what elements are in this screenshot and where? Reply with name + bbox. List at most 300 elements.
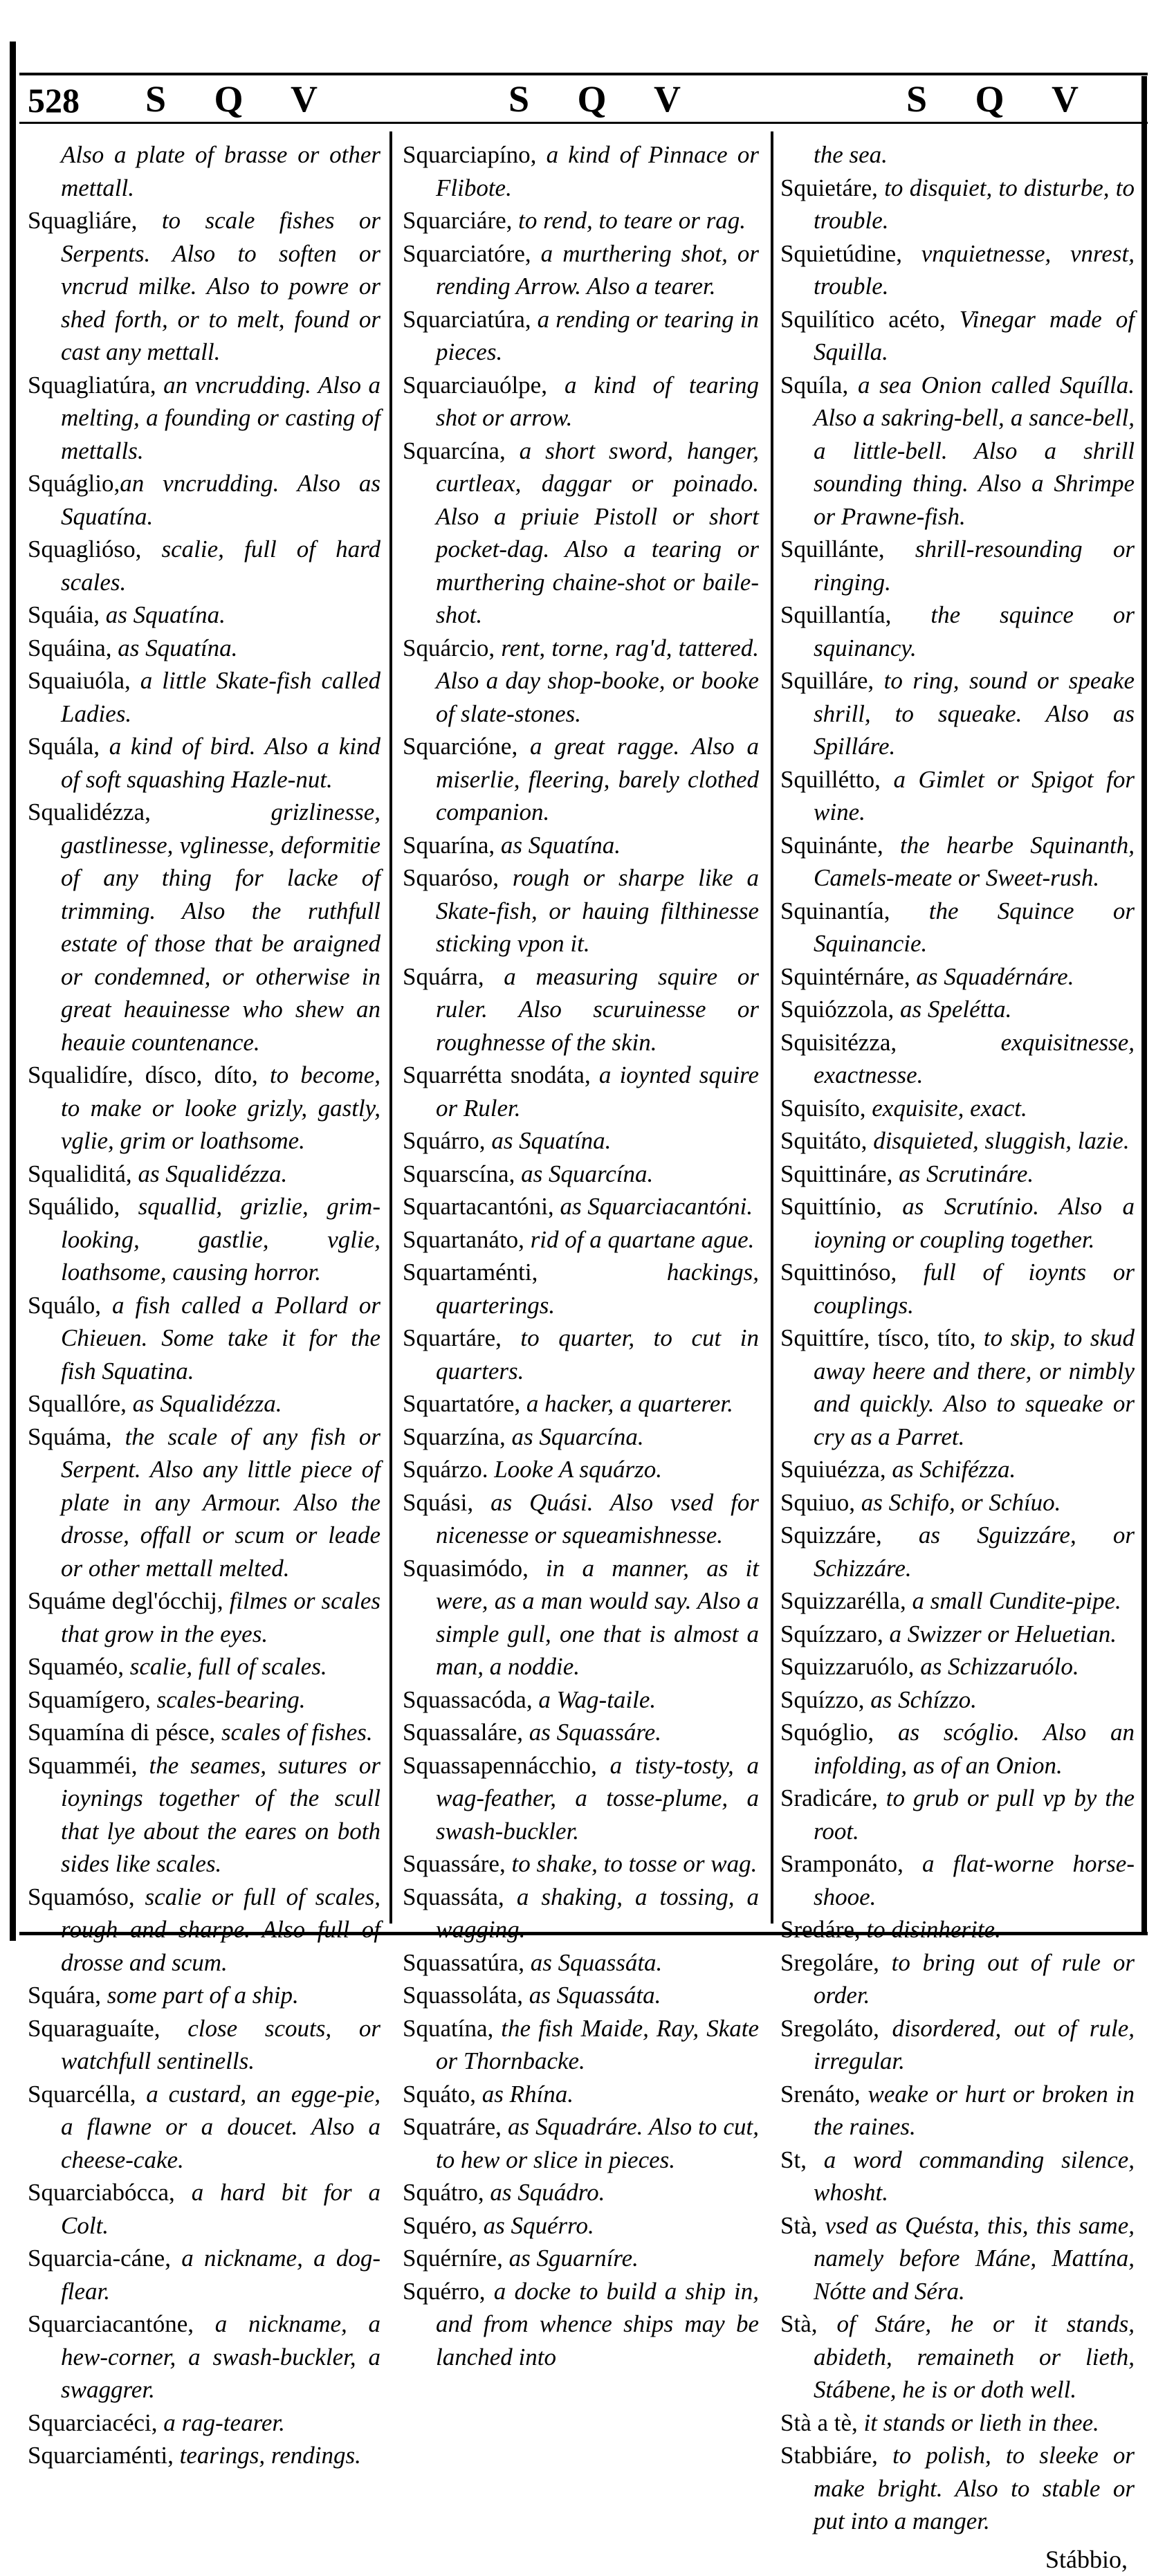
headword: Squarcia-cáne, [28, 2245, 171, 2272]
headword: Squartaménti, [403, 1259, 538, 1286]
definition: filmes or scales that grow in the eyes. [61, 1587, 380, 1647]
definition: as Scrutináre. [892, 1160, 1034, 1187]
definition: to polish, to sleeke or make bright. Also to stable or put into a manger. [814, 2442, 1135, 2534]
definition: as Squassáta. [523, 1982, 661, 2009]
definition: rid of a quartane ague. [524, 1226, 754, 1253]
definition: as Squérro. [477, 2212, 594, 2239]
headword: Squízzo, [780, 1686, 865, 1713]
dictionary-entry [780, 1026, 1135, 1092]
definition: the squince or squinancy. [814, 601, 1135, 661]
dictionary-entry [403, 204, 759, 237]
headword: Squóglio, [780, 1719, 874, 1746]
dictionary-entry [403, 1749, 759, 1848]
dictionary-entry [403, 1946, 759, 1980]
definition: as Squadráre. Also to cut, to hew or slice in pieces. [436, 2113, 759, 2173]
dictionary-entry [28, 533, 380, 599]
dictionary-entry [28, 1059, 380, 1158]
dictionary-entry [28, 2176, 380, 2242]
headword: Squarciauólpe, [403, 372, 547, 399]
headword: Stà, [780, 2212, 817, 2239]
headword: Squálo, [28, 1292, 101, 1319]
dictionary-entry [28, 369, 380, 468]
definition: disquieted, sluggish, lazie. [867, 1127, 1129, 1154]
dictionary-column-2 [403, 138, 759, 2373]
headword: Squamóso, [28, 1883, 135, 1910]
definition: tearings, rendings. [174, 2442, 361, 2469]
headword: Squizzarélla, [780, 1587, 906, 1614]
definition: as Squatína. [486, 1127, 612, 1154]
dictionary-entry [28, 632, 380, 665]
dictionary-entry [28, 1289, 380, 1388]
dictionary-entry [780, 237, 1135, 303]
headword: Squagliáre, [28, 207, 137, 234]
dictionary-entry [403, 2275, 759, 2374]
definition: a kind of tearing shot or arrow. [436, 372, 759, 432]
headword: Squarína, [403, 832, 495, 859]
definition: full of ioynts or couplings. [814, 1259, 1135, 1319]
dictionary-entry [780, 1618, 1135, 1651]
definition: as Quási. Also vsed for nicenesse or squeamishnesse. [436, 1489, 759, 1549]
headword: Squarscína, [403, 1160, 515, 1187]
definition: to grub or pull vp by the root. [814, 1784, 1135, 1845]
headword: Squarciatóre, [403, 240, 531, 267]
dictionary-entry [403, 829, 759, 862]
definition: a rending or tearing in pieces. [436, 306, 759, 366]
headword: Squálido, [28, 1193, 120, 1220]
dictionary-entry [780, 1782, 1135, 1847]
headword: Squinantía, [780, 897, 890, 924]
headword: Squizzáre, [780, 1522, 882, 1549]
definition: to disinherite. [861, 1916, 1001, 1943]
definition: as Squadérnáre. [910, 963, 1074, 990]
dictionary-entry [28, 664, 380, 730]
definition: to shake, to tosse or wag. [506, 1850, 758, 1877]
dictionary-entry [403, 1847, 759, 1881]
dictionary-column-3 [780, 138, 1135, 2576]
headword: Squaliditá, [28, 1160, 132, 1187]
definition: an vncrudding. Also as Squatína. [61, 470, 380, 530]
definition: rough or sharpe like a Skate-fish, or hauing filthinesse sticking vpon it. [436, 864, 759, 957]
headword: Squáina, [28, 634, 112, 661]
headword: Squisitézza, [780, 1029, 897, 1056]
definition: as Scrutínio. Also a ioyning or coupling together. [814, 1193, 1135, 1253]
headword: Squérro, [403, 2278, 486, 2305]
dictionary-entry [780, 1519, 1135, 1584]
definition: scalie, full of hard scales. [61, 536, 380, 596]
headword: Squittinóso, [780, 1259, 897, 1286]
dictionary-entry [780, 763, 1135, 829]
dictionary-entry [780, 533, 1135, 599]
headword: Squassatúra, [403, 1949, 524, 1976]
dictionary-entry [28, 1421, 380, 1585]
headword: Squaraguaíte, [28, 2015, 160, 2042]
definition: the seames, sutures or ioynings together of the scull that lye about the eares on both sides like scales. [61, 1752, 380, 1878]
headword: Squáto, [403, 2081, 476, 2108]
headword: Squintérnáre, [780, 963, 910, 990]
headword: Squalidíre, dísco, díto, [28, 1061, 258, 1088]
headword: Squáglio, [28, 470, 120, 497]
dictionary-entry [780, 2308, 1135, 2406]
definition: as Squalidézza. [127, 1390, 282, 1417]
definition: a Wag-taile. [533, 1686, 657, 1713]
definition: as Squalidézza. [132, 1160, 288, 1187]
dictionary-entry [28, 599, 380, 632]
definition: to disquiet, to disturbe, to trouble. [814, 174, 1135, 235]
dictionary-entry [403, 1716, 759, 1749]
running-head: S Q V [906, 77, 1098, 120]
dictionary-entry [780, 172, 1135, 237]
column-divider [389, 131, 392, 1924]
headword: Squamína di pésce, [28, 1719, 215, 1746]
definition: as Sguizzáre, or Schizzáre. [814, 1522, 1135, 1582]
dictionary-entry [403, 2110, 759, 2176]
headword: Squási, [403, 1489, 473, 1516]
dictionary-entry [403, 1552, 759, 1683]
headword: Squíla, [780, 372, 848, 399]
definition: as Schízzo. [865, 1686, 977, 1713]
definition: hackings, quarterings. [436, 1259, 759, 1319]
definition: a tisty-tosty, a wag-feather, a tosse-plume, a swash-buckler. [436, 1752, 759, 1845]
headword: Sregoláto, [780, 2015, 879, 2042]
definition: to become, to make or looke grizly, gastly, vglie, grim or loathsome. [61, 1061, 380, 1154]
headword: Squartáre, [403, 1324, 502, 1351]
definition: to scale fishes or Serpents. Also to soften or vncrud milke. Also to powre or shed forth, or to melt, found or cast any mettall. [61, 207, 380, 365]
headword: Squartanáto, [403, 1226, 524, 1253]
definition: as Schifézza. [886, 1456, 1016, 1483]
definition: of Stáre, he or it stands, abideth, remaineth or lieth, Stábene, he is or doth well. [814, 2310, 1135, 2403]
definition: a murthering shot, or rending Arrow. Also a tearer. [436, 240, 759, 300]
definition: a kind of bird. Also a kind of soft squashing Hazle-nut. [61, 733, 380, 793]
dictionary-entry [780, 993, 1135, 1026]
dictionary-entry [28, 1979, 380, 2012]
dictionary-entry [780, 960, 1135, 994]
headword: Squilláre, [780, 667, 874, 694]
dictionary-entry [403, 960, 759, 1059]
headword: Squassoláta, [403, 1982, 523, 2009]
dictionary-entry [780, 1716, 1135, 1782]
headword: Squietáre, [780, 174, 878, 201]
dictionary-entry [403, 2078, 759, 2111]
headword: Squarciacantóne, [28, 2310, 194, 2337]
definition: a hacker, a quarterer. [520, 1390, 733, 1417]
definition: a measuring squire or ruler. Also scuruinesse or roughnesse of the skin. [436, 963, 759, 1056]
headword: Stà a tè, [780, 2409, 858, 2436]
dictionary-entry [403, 1421, 759, 1454]
dictionary-entry [780, 599, 1135, 664]
headword: Squarcélla, [28, 2081, 136, 2108]
column-divider [771, 131, 773, 1924]
headword: Squiuézza, [780, 1456, 886, 1483]
dictionary-entry [403, 237, 759, 303]
headword: Squasimódo, [403, 1555, 529, 1582]
definition: to ring, sound or speake shrill, to squeake. Also as Spilláre. [814, 667, 1135, 760]
dictionary-entry [780, 895, 1135, 960]
definition: as scóglio. Also an infolding, as of an Onion. [814, 1719, 1135, 1779]
dictionary-entry [403, 1190, 759, 1223]
headword: Squarciacéci, [28, 2409, 158, 2436]
catchword: Stábbio, [780, 2543, 1135, 2576]
headword: Squátro, [403, 2179, 484, 2206]
definition: as Squassáta. [524, 1949, 662, 1976]
definition: the hearbe Squinanth, Camels-meate or Sweet-rush. [814, 832, 1135, 892]
headword: Squaglióso, [28, 536, 141, 563]
dictionary-entry [403, 632, 759, 731]
headword: Srenáto, [780, 2081, 861, 2108]
dictionary-entry [28, 1650, 380, 1683]
definition: a kind of Pinnace or Flibote. [436, 141, 759, 201]
page-border-right [1141, 76, 1147, 1934]
dictionary-entry [780, 1913, 1135, 1946]
headword: Squarrétta snodáta, [403, 1061, 591, 1088]
dictionary-entry [403, 369, 759, 435]
headword: Squarciabócca, [28, 2179, 175, 2206]
definition: as Schizzaruólo. [914, 1653, 1079, 1680]
definition: the sea. [814, 141, 888, 168]
definition: a custard, an egge-pie, a flawne or a doucet. Also a cheese-cake. [61, 2081, 380, 2173]
dictionary-entry [28, 1749, 380, 1881]
definition: scales-bearing. [151, 1686, 306, 1713]
definition: a docke to build a ship in, and from whence ships may be lanched into [436, 2278, 759, 2371]
dictionary-entry [28, 2242, 380, 2308]
definition: weake or hurt or broken in the raines. [814, 2081, 1135, 2141]
dictionary-entry [780, 1190, 1135, 1256]
dictionary-entry [403, 1387, 759, 1421]
dictionary-entry [28, 2406, 380, 2440]
dictionary-entry [780, 1584, 1135, 1618]
dictionary-entry [28, 1387, 380, 1421]
definition: a little Skate-fish called Ladies. [61, 667, 380, 727]
dictionary-entry [403, 2176, 759, 2209]
headword: Squarciáre, [403, 207, 512, 234]
definition: Looke A squárzo. [488, 1456, 662, 1483]
headword: Squárro, [403, 1127, 486, 1154]
headword: Squartatóre, [403, 1390, 520, 1417]
headword: St, [780, 2146, 807, 2173]
definition: as Squádro. [484, 2179, 605, 2206]
headword: Sredáre, [780, 1916, 861, 1943]
definition: as Sguarníre. [503, 2245, 639, 2272]
headword: Squárcio, [403, 634, 495, 661]
dictionary-entry [403, 435, 759, 632]
headword: Squarzína, [403, 1423, 506, 1450]
headword: Squassáta, [403, 1883, 504, 1910]
page-border-left [10, 42, 16, 1941]
headword: Squérníre, [403, 2245, 503, 2272]
definition: scalie, full of scales. [124, 1653, 327, 1680]
headword: Squára, [28, 1982, 101, 2009]
dictionary-entry [403, 1059, 759, 1124]
definition: close scouts, or watchfull sentinells. [61, 2015, 380, 2075]
definition: as Squarcína. [506, 1423, 644, 1450]
dictionary-entry [403, 1256, 759, 1322]
definition: the fish Maide, Ray, Skate or Thornbacke. [436, 2015, 759, 2075]
headword: Squinánte, [780, 832, 883, 859]
headword: Squatráre, [403, 2113, 502, 2140]
dictionary-column-1 [28, 138, 380, 2472]
headword: Squassaláre, [403, 1719, 523, 1746]
dictionary-entry [403, 2012, 759, 2078]
definition: scales of fishes. [215, 1719, 372, 1746]
headword: Squárra, [403, 963, 484, 990]
definition: as Schifo, or Schíuo. [855, 1489, 1061, 1516]
definition: a great ragge. Also a miserlie, fleering, barely clothed companion. [436, 733, 759, 825]
headword: Squassacóda, [403, 1686, 533, 1713]
dictionary-entry [28, 2012, 380, 2078]
definition: a rag-tearer. [158, 2409, 285, 2436]
headword: Squarciapíno, [403, 141, 536, 168]
dictionary-entry [780, 369, 1135, 533]
definition: to rend, to teare or rag. [512, 207, 746, 234]
headword: Squárzo. [403, 1456, 488, 1483]
headword: Sregoláre, [780, 1949, 879, 1976]
definition: the scale of any fish or Serpent. Also any little piece of plate in any Armour. Also the drosse, offall or scum or leade or other mettall melted. [61, 1423, 380, 1582]
definition: a nickname, a dog-flear. [61, 2245, 380, 2305]
definition: as Rhína. [476, 2081, 574, 2108]
dictionary-entry [28, 1716, 380, 1749]
dictionary-entry [780, 2209, 1135, 2308]
headword: Squalidézza, [28, 798, 151, 825]
dictionary-entry [780, 1322, 1135, 1453]
definition: as Squatína. [112, 634, 238, 661]
headword: Squillétto, [780, 766, 881, 793]
page-header [0, 76, 1156, 120]
headword: Squamméi, [28, 1752, 137, 1779]
definition: a Swizzer or Heluetian. [883, 1620, 1117, 1647]
dictionary-entry [403, 730, 759, 829]
dictionary-entry [28, 1190, 380, 1289]
headword: Squilítico acéto, [780, 306, 946, 333]
definition: an vncrudding. Also a melting, a founding or casting of mettalls. [61, 372, 380, 464]
dictionary-entry [403, 1124, 759, 1158]
dictionary-entry [780, 303, 1135, 369]
definition: a fish called a Pollard or Chieuen. Some take it for the fish Squatina. [61, 1292, 380, 1385]
headword: Squisíto, [780, 1095, 866, 1122]
dictionary-entry [780, 138, 1135, 172]
headword: Squagliatúra, [28, 372, 156, 399]
dictionary-entry [780, 2439, 1135, 2538]
dictionary-entry [403, 1979, 759, 2012]
definition: scalie or full of scales, rough and sharpe. Also full of drosse and scum. [61, 1883, 380, 1976]
headword: Squízzaro, [780, 1620, 883, 1647]
definition: exquisite, exact. [866, 1095, 1027, 1122]
headword: Squamígero, [28, 1686, 151, 1713]
dictionary-entry [780, 1158, 1135, 1191]
definition: shrill-resounding or ringing. [814, 536, 1135, 596]
dictionary-entry [403, 2242, 759, 2275]
dictionary-entry [28, 467, 380, 533]
dictionary-entry [28, 730, 380, 796]
dictionary-entry [780, 1650, 1135, 1683]
definition: a Gimlet or Spigot for wine. [814, 766, 1135, 826]
headword: Squáme degl'ócchij, [28, 1587, 223, 1614]
headword: Sradicáre, [780, 1784, 878, 1811]
dictionary-entry [780, 2078, 1135, 2144]
headword: Squillánte, [780, 536, 885, 563]
definition: a small Cundite-pipe. [906, 1587, 1121, 1614]
dictionary-entry [780, 2406, 1135, 2440]
headword: Squaiuóla, [28, 667, 131, 694]
dictionary-entry [28, 1881, 380, 1980]
headword: Stà, [780, 2310, 817, 2337]
dictionary-entry [403, 1881, 759, 1946]
headword: Squaróso, [403, 864, 499, 891]
headword: Squallóre, [28, 1390, 127, 1417]
definition: the Squince or Squinancie. [814, 897, 1135, 958]
definition: in a manner, as it were, as a man would say. Also a simple gull, one that is almost a man, a noddie. [436, 1555, 759, 1681]
definition: Vinegar made of Squilla. [814, 306, 1135, 366]
definition: as Squarciacantóni. [554, 1193, 753, 1220]
definition: vsed as Quésta, this, this same, namely before Máne, Mattína, Nótte and Séra. [814, 2212, 1135, 2305]
headword: Squáia, [28, 601, 100, 628]
page-number: 528 [28, 80, 80, 120]
definition: exquisitnesse, exactnesse. [814, 1029, 1135, 1089]
dictionary-entry [28, 138, 380, 204]
definition: a hard bit for a Colt. [61, 2179, 380, 2239]
headword: Squillantía, [780, 601, 891, 628]
definition: some part of a ship. [101, 1982, 299, 2009]
dictionary-entry [403, 303, 759, 369]
dictionary-entry [403, 1158, 759, 1191]
headword: Squizzaruólo, [780, 1653, 914, 1680]
headword: Squarciatúra, [403, 306, 531, 333]
running-head: S Q V [145, 77, 337, 120]
definition: a flat-worne horse-shooe. [814, 1850, 1135, 1910]
dictionary-entry [780, 664, 1135, 763]
dictionary-entry [780, 1256, 1135, 1322]
definition: to skip, to skud away heere and there, or nimbly and quickly. Also to squeake or cry as a Parret. [814, 1324, 1135, 1450]
dictionary-entry [403, 2209, 759, 2242]
headword: Squiuo, [780, 1489, 855, 1516]
headword: Squarcióne, [403, 733, 517, 760]
headword: Squassáre, [403, 1850, 506, 1877]
headword: Squaméo, [28, 1653, 124, 1680]
definition: a ioynted squire or Ruler. [436, 1061, 759, 1122]
dictionary-entry [403, 1486, 759, 1552]
headword: Sramponáto, [780, 1850, 903, 1877]
dictionary-entry [780, 1453, 1135, 1486]
dictionary-entry [780, 2012, 1135, 2078]
headword: Squittíre, tísco, títo, [780, 1324, 975, 1351]
dictionary-entry [28, 2308, 380, 2406]
definition: a short sword, hanger, curtleax, daggar or poinado. Also a priuie Pistoll or short pocket-dag. Also a tearing or murthering chaine-shot or baile-shot. [436, 437, 759, 629]
headword: Squéro, [403, 2212, 477, 2239]
dictionary-entry [403, 1223, 759, 1257]
headword: Squittínio, [780, 1193, 882, 1220]
definition: it stands or lieth in thee. [858, 2409, 1099, 2436]
dictionary-entry [28, 1683, 380, 1717]
headword: Squarciaménti, [28, 2442, 174, 2469]
dictionary-entry [780, 1092, 1135, 1125]
headword: Squáma, [28, 1423, 112, 1450]
headword: Squartacantóni, [403, 1193, 554, 1220]
dictionary-entry [28, 1158, 380, 1191]
headword: Squarcína, [403, 437, 506, 464]
dictionary-entry [28, 2078, 380, 2177]
definition: to quarter, to cut in quarters. [436, 1324, 759, 1385]
dictionary-entry [28, 1584, 380, 1650]
dictionary-entry [403, 1453, 759, 1486]
dictionary-entry [780, 829, 1135, 895]
headword: Squitáto, [780, 1127, 867, 1154]
dictionary-entry [780, 1683, 1135, 1717]
header-rule-top [19, 73, 1148, 75]
header-rule-bottom [19, 122, 1148, 124]
dictionary-entry [780, 1847, 1135, 1913]
definition: Also a plate of brasse or other mettall. [61, 141, 380, 201]
definition: a shaking, a tossing, a wagging. [436, 1883, 759, 1944]
dictionary-entry [780, 2144, 1135, 2209]
definition: disordered, out of rule, irregular. [814, 2015, 1135, 2075]
